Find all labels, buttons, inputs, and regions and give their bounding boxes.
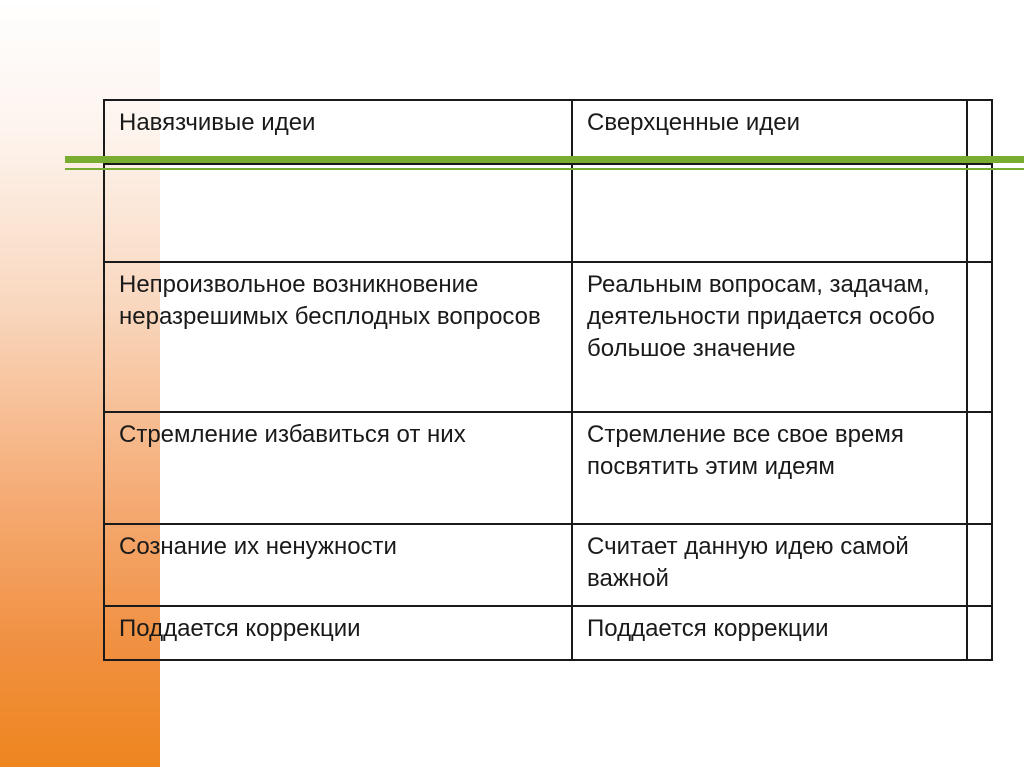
green-divider-thin [65,168,1024,170]
table-row [104,524,992,606]
table-cell-right: Считает данную идею самой важной [572,524,967,606]
table-narrow-cell [967,524,992,606]
table-row [104,606,992,660]
table-narrow-cell [967,412,992,524]
green-divider-thick [65,156,1024,163]
table-narrow-cell [967,262,992,412]
header-obsessive-ideas: Навязчивые идеи [104,100,572,164]
table-row [104,262,992,412]
table-row [104,164,992,262]
comparison-table [103,99,993,661]
table-cell-right: Стремление все свое время посвятить этим идеям [572,412,967,524]
table-cell-left [104,164,572,262]
table-header-row [104,100,992,164]
header-overvalued-ideas: Сверхценные идеи [572,100,967,164]
table-cell-right [572,164,967,262]
table-narrow-cell [967,100,992,164]
table-narrow-cell [967,164,992,262]
table-cell-left: Сознание их ненужности [104,524,572,606]
table-narrow-cell [967,606,992,660]
table-cell-left: Непроизвольное возникновение неразрешимых бесплодных вопросов [104,262,572,412]
table-cell-right: Поддается коррекции [572,606,967,660]
table-cell-left: Стремление избавиться от них [104,412,572,524]
table-row [104,412,992,524]
table-cell-left: Поддается коррекции [104,606,572,660]
table-cell-right: Реальным вопросам, задачам, деятельности придается особо большое значение [572,262,967,412]
